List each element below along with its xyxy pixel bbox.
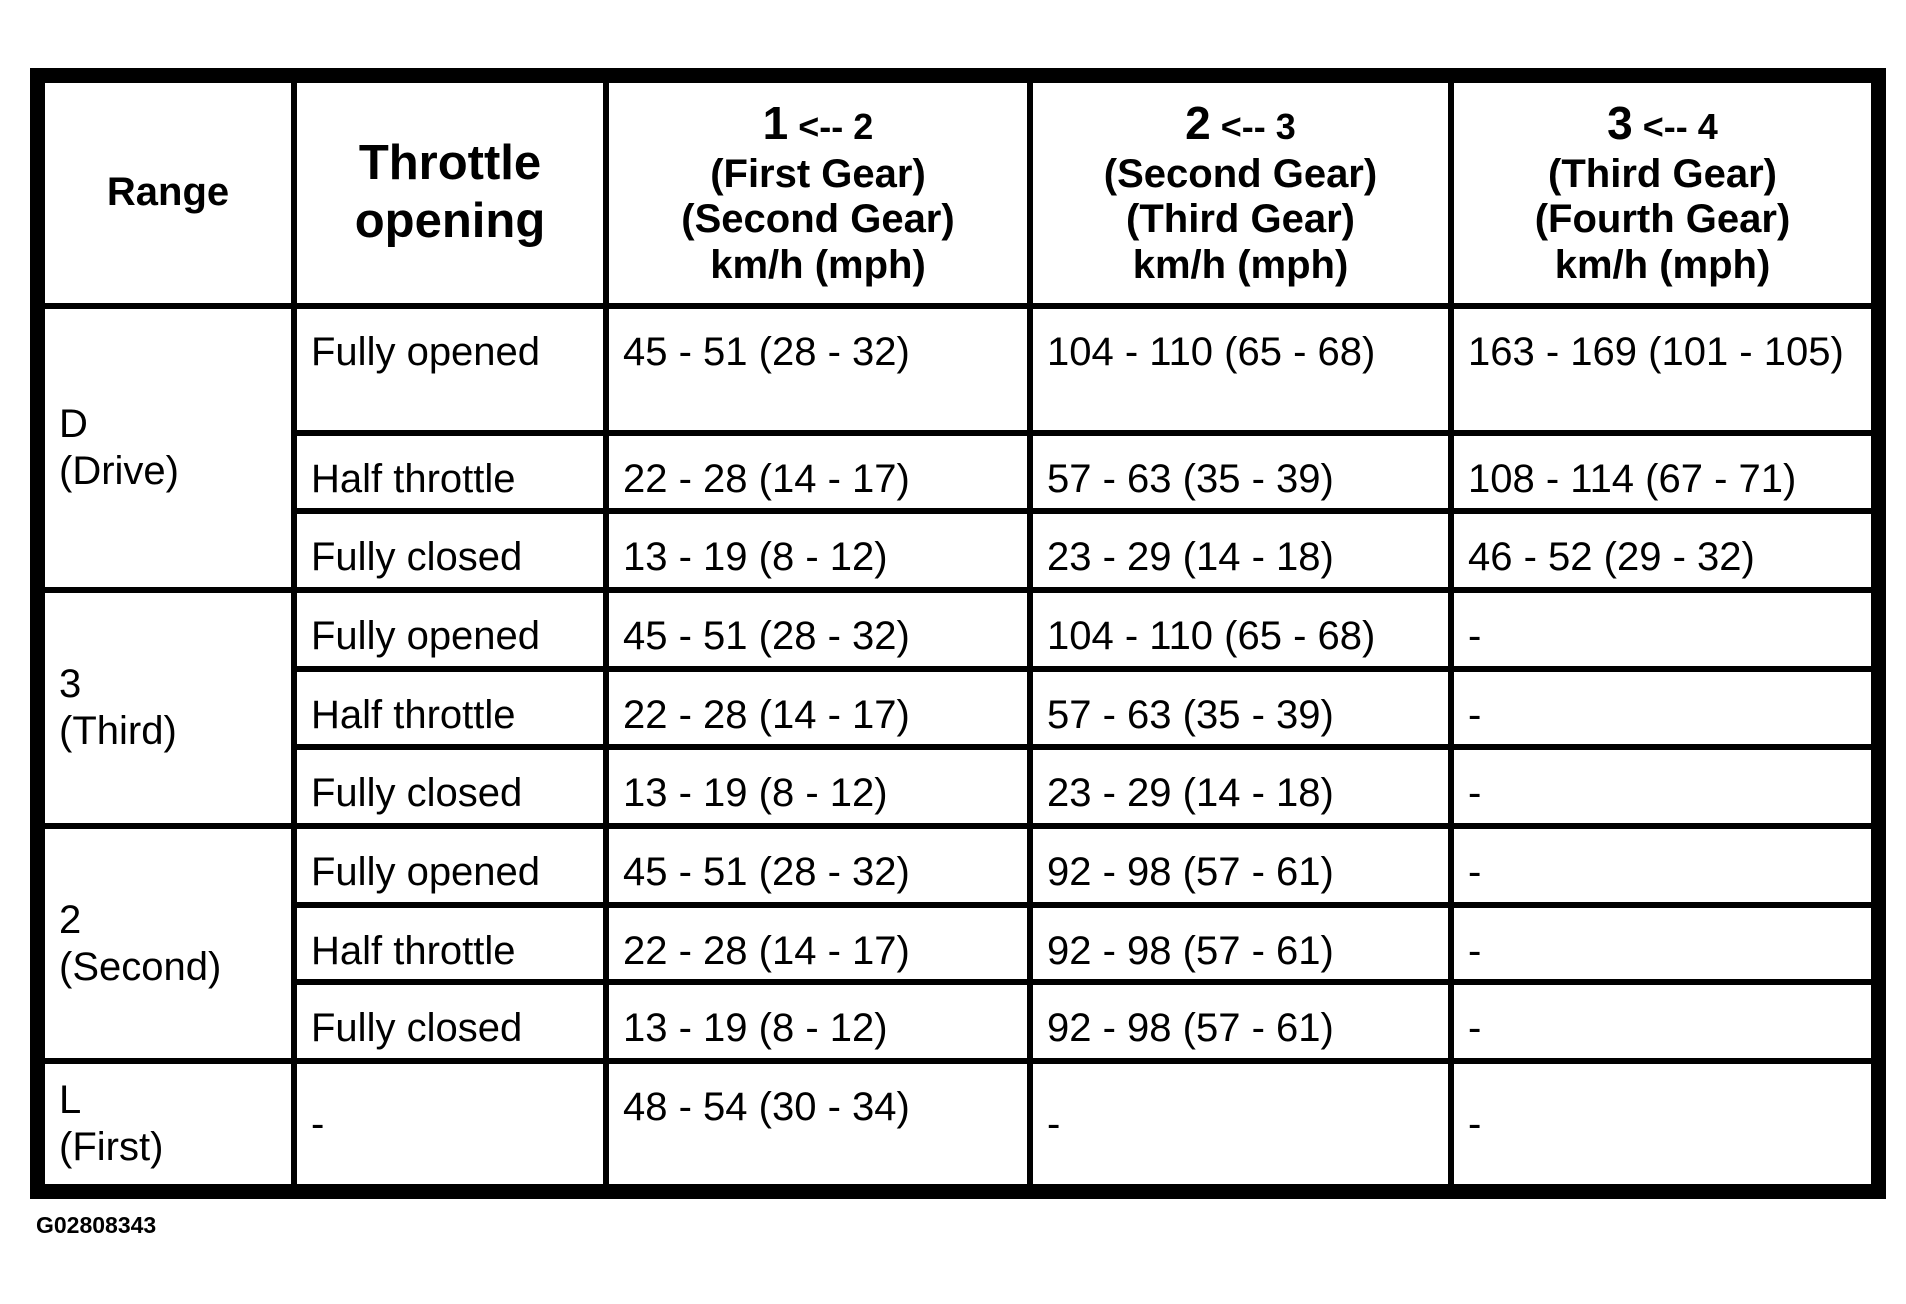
- shift-1-2-column-header: [606, 80, 1030, 306]
- table-row: [42, 747, 1874, 826]
- shift-label: 1 <-- 2: [762, 97, 874, 150]
- figure-id: G02808343: [36, 1212, 157, 1238]
- value-cell: -: [1451, 590, 1874, 669]
- range-cell-drive: D (Drive): [42, 306, 294, 590]
- gear-header-line: (Second Gear): [1103, 151, 1378, 196]
- value-cell: 48 - 54 (30 - 34): [606, 1061, 1030, 1187]
- value-cell: -: [1451, 747, 1874, 826]
- value-cell: 23 - 29 (14 - 18): [1030, 511, 1451, 590]
- shift-label: 3 <-- 4: [1607, 97, 1718, 150]
- value-cell: 13 - 19 (8 - 12): [606, 982, 1030, 1061]
- value-cell: -: [1451, 669, 1874, 747]
- value-cell: 104 - 110 (65 - 68): [1030, 590, 1451, 669]
- value-cell: -: [1451, 826, 1874, 905]
- gear-header-line: (Third Gear): [1548, 151, 1777, 196]
- throttle-header-line: Throttle: [358, 136, 542, 191]
- value-cell: 23 - 29 (14 - 18): [1030, 747, 1451, 826]
- gear-header-line: (Second Gear): [681, 197, 955, 242]
- value-cell: 46 - 52 (29 - 32): [1451, 511, 1874, 590]
- throttle-cell: Half throttle: [294, 905, 606, 982]
- shift-label: 2 <-- 3: [1185, 97, 1296, 150]
- unit-header-line: km/h (mph): [1132, 243, 1349, 288]
- throttle-cell: -: [294, 1061, 606, 1187]
- throttle-cell: Fully opened: [294, 590, 606, 669]
- value-cell: 13 - 19 (8 - 12): [606, 747, 1030, 826]
- value-cell: 45 - 51 (28 - 32): [606, 590, 1030, 669]
- value-cell: 22 - 28 (14 - 17): [606, 669, 1030, 747]
- throttle-cell: Fully opened: [294, 826, 606, 905]
- value-cell: 45 - 51 (28 - 32): [606, 826, 1030, 905]
- table-row: [42, 982, 1874, 1061]
- value-cell: 57 - 63 (35 - 39): [1030, 669, 1451, 747]
- range-column-header: Range: [42, 80, 294, 306]
- unit-header-line: km/h (mph): [1554, 243, 1771, 288]
- gear-header-line: (First Gear): [710, 151, 926, 196]
- throttle-cell: Fully closed: [294, 747, 606, 826]
- table-row: [42, 511, 1874, 590]
- value-cell: 22 - 28 (14 - 17): [606, 905, 1030, 982]
- unit-header-line: km/h (mph): [710, 243, 926, 288]
- shift-3-4-column-header: [1451, 80, 1874, 306]
- throttle-cell: Half throttle: [294, 433, 606, 511]
- range-cell-first: L (First): [42, 1061, 294, 1187]
- value-cell: 163 - 169 (101 - 105): [1451, 306, 1874, 433]
- table-row: [42, 669, 1874, 747]
- table-row: [42, 905, 1874, 982]
- gear-header-line: (Third Gear): [1126, 197, 1355, 242]
- table-row: [42, 433, 1874, 511]
- value-cell: -: [1030, 1061, 1451, 1187]
- table-row: [42, 306, 1874, 433]
- gear-header-line: (Fourth Gear): [1534, 197, 1791, 242]
- value-cell: 57 - 63 (35 - 39): [1030, 433, 1451, 511]
- range-cell-third: 3 (Third): [42, 590, 294, 826]
- shift-speed-table-container: [39, 77, 1877, 1190]
- value-cell: 22 - 28 (14 - 17): [606, 433, 1030, 511]
- throttle-cell: Fully opened: [294, 306, 606, 433]
- value-cell: 92 - 98 (57 - 61): [1030, 982, 1451, 1061]
- shift-2-3-column-header: [1030, 80, 1451, 306]
- value-cell: 92 - 98 (57 - 61): [1030, 905, 1451, 982]
- table-row: [42, 590, 1874, 669]
- value-cell: -: [1451, 982, 1874, 1061]
- throttle-column-header: [294, 80, 606, 306]
- header-row: [42, 80, 1874, 306]
- throttle-header-line: opening: [354, 194, 546, 248]
- value-cell: 13 - 19 (8 - 12): [606, 511, 1030, 590]
- throttle-cell: Half throttle: [294, 669, 606, 747]
- value-cell: -: [1451, 905, 1874, 982]
- throttle-cell: Fully closed: [294, 982, 606, 1061]
- shift-speed-table: [39, 77, 1877, 1190]
- range-cell-second: 2 (Second): [42, 826, 294, 1061]
- value-cell: 104 - 110 (65 - 68): [1030, 306, 1451, 433]
- value-cell: 108 - 114 (67 - 71): [1451, 433, 1874, 511]
- value-cell: 92 - 98 (57 - 61): [1030, 826, 1451, 905]
- table-row: [42, 826, 1874, 905]
- throttle-cell: Fully closed: [294, 511, 606, 590]
- value-cell: -: [1451, 1061, 1874, 1187]
- value-cell: 45 - 51 (28 - 32): [606, 306, 1030, 433]
- table-row: [42, 1061, 1874, 1187]
